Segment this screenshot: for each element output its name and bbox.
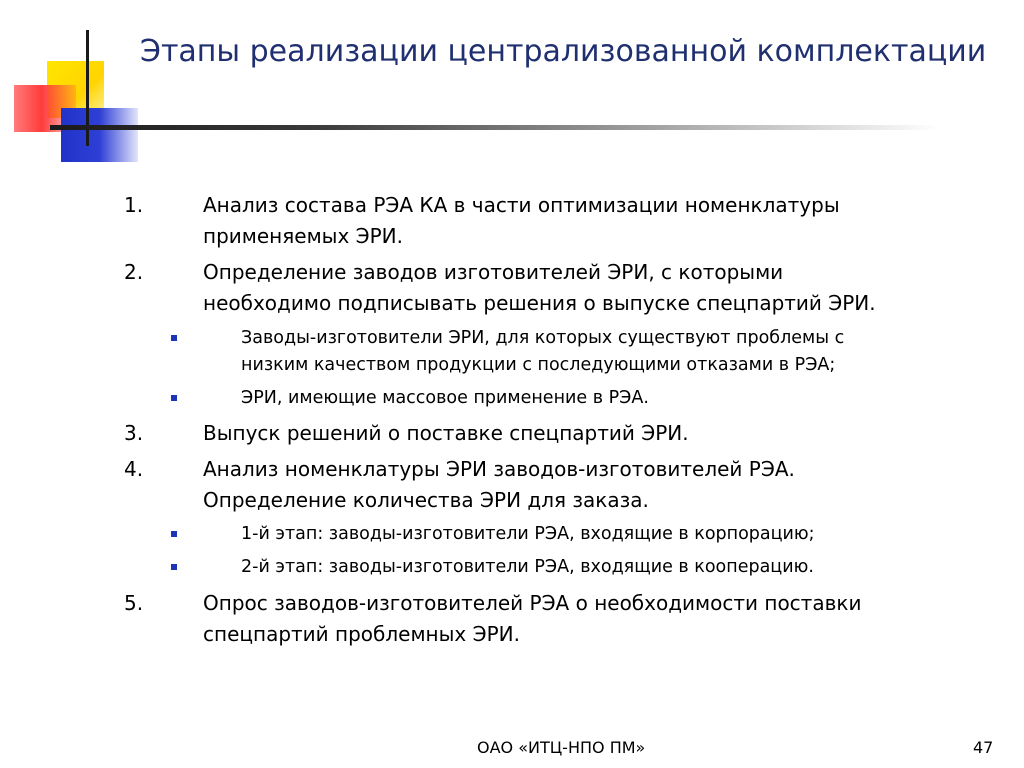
footer-organization: ОАО «ИТЦ-НПО ПМ» [477, 738, 646, 757]
logo-blue-square [61, 108, 138, 162]
item-text-line: Опрос заводов-изготовителей РЭА о необходимости поставки [203, 591, 862, 615]
square-bullet-icon [171, 395, 177, 401]
page-number: 47 [973, 738, 994, 757]
item-text-line: спецпартий проблемных ЭРИ. [203, 622, 520, 646]
square-bullet-icon [171, 531, 177, 537]
item-number: 5. [124, 591, 144, 615]
sub-item-text-line: ЭРИ, имеющие массовое применение в РЭА. [241, 388, 649, 408]
item-number: 1. [124, 193, 144, 217]
item-number: 2. [124, 260, 144, 284]
item-number: 3. [124, 421, 144, 445]
item-text-line: Определение заводов изготовителей ЭРИ, с которыми [203, 260, 784, 284]
sub-item-text-line: низким качеством продукции с последующими отказами в РЭА; [241, 355, 836, 375]
item-text-line: Анализ состава РЭА КА в части оптимизации номенклатуры [203, 193, 840, 217]
sub-item-text-line: 1-й этап: заводы-изготовители РЭА, входящие в корпорацию; [241, 524, 815, 544]
item-text-line: Анализ номенклатуры ЭРИ заводов-изготовителей РЭА. [203, 457, 795, 481]
item-text-line: Выпуск решений о поставке спецпартий ЭРИ. [203, 421, 689, 445]
item-text-line: необходимо подписывать решения о выпуске спецпартий ЭРИ. [203, 291, 876, 315]
square-bullet-icon [171, 564, 177, 570]
sub-item-text-line: Заводы-изготовители ЭРИ, для которых существуют проблемы с [241, 328, 845, 348]
item-text-line: применяемых ЭРИ. [203, 224, 403, 248]
title-underline [50, 125, 940, 130]
square-bullet-icon [171, 335, 177, 341]
item-text-line: Определение количества ЭРИ для заказа. [203, 488, 649, 512]
slide-title: Этапы реализации централизованной комплектации [140, 34, 987, 69]
sub-item-text-line: 2-й этап: заводы-изготовители РЭА, входящие в кооперацию. [241, 557, 814, 577]
item-number: 4. [124, 457, 144, 481]
